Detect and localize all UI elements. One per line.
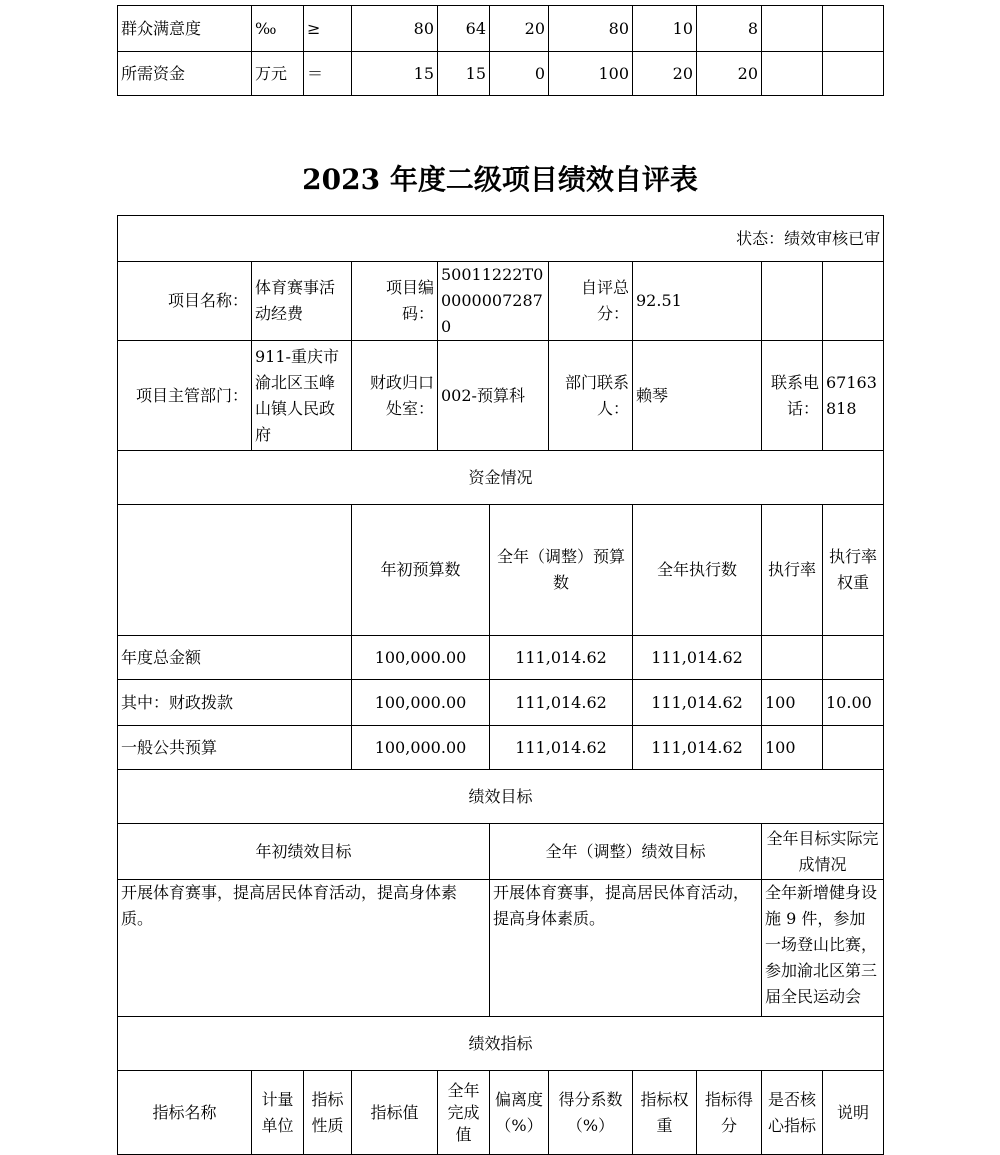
funds-initial: 100,000.00	[352, 680, 490, 726]
indicator-header-unit: 计量单位	[252, 1071, 304, 1155]
finance-office-value: 002-预算科	[438, 341, 549, 451]
funds-executed: 111,014.62	[633, 726, 762, 770]
indicator-header-weight: 指标权重	[633, 1071, 697, 1155]
funds-weight	[823, 726, 884, 770]
self-score-value: 92.51	[633, 262, 762, 341]
indicators-section-header	[118, 1017, 884, 1071]
indicator-header-score: 指标得分	[697, 1071, 762, 1155]
indicator-header-note: 说明	[823, 1071, 884, 1155]
funds-executed: 111,014.62	[633, 680, 762, 726]
funds-rate: 100	[762, 680, 823, 726]
indicators-header-row	[118, 1071, 884, 1155]
funds-header-rate: 执行率	[762, 505, 823, 636]
indicator-deviation: 20	[490, 6, 549, 52]
indicators-section-title: 绩效指标	[118, 1017, 884, 1071]
phone-value: 67163818	[823, 341, 884, 451]
indicator-name: 所需资金	[118, 52, 252, 96]
evaluation-table	[117, 215, 884, 1155]
indicator-core	[762, 6, 823, 52]
project-info-row	[118, 262, 884, 341]
indicator-note	[823, 52, 884, 96]
funds-adjusted: 111,014.62	[490, 680, 633, 726]
project-name-label: 项目名称：	[118, 262, 252, 341]
goals-header-actual: 全年目标实际完成情况	[762, 824, 884, 880]
table-row	[118, 726, 884, 770]
indicator-name: 群众满意度	[118, 6, 252, 52]
goals-initial-text: 开展体育赛事，提高居民体育活动，提高身体素质。	[118, 880, 490, 1017]
indicator-score: 8	[697, 6, 762, 52]
indicator-deviation: 0	[490, 52, 549, 96]
funds-header-weight: 执行率权重	[823, 505, 884, 636]
page-title: 2023 年度二级项目绩效自评表	[302, 163, 698, 196]
self-score-label: 自评总分：	[549, 262, 633, 341]
funds-header-executed: 全年执行数	[633, 505, 762, 636]
indicator-operator: ≥	[304, 6, 352, 52]
project-code-label: 项目编码：	[352, 262, 438, 341]
indicator-header-actual: 全年完成值	[438, 1071, 490, 1155]
department-info-row	[118, 341, 884, 451]
funds-row-label: 其中：财政拨款	[118, 680, 352, 726]
status-text: 状态：绩效审核已审	[118, 216, 884, 262]
funds-section-header	[118, 451, 884, 505]
indicator-note	[823, 6, 884, 52]
table-row	[118, 680, 884, 726]
indicator-actual: 15	[438, 52, 490, 96]
goals-header-adjusted: 全年（调整）绩效目标	[490, 824, 762, 880]
indicator-coefficient: 80	[549, 6, 633, 52]
indicator-actual: 64	[438, 6, 490, 52]
department-label: 项目主管部门：	[118, 341, 252, 451]
indicator-header-value: 指标值	[352, 1071, 438, 1155]
table-row	[118, 6, 884, 52]
phone-label: 联系电话：	[762, 341, 823, 451]
indicator-header-core: 是否核心指标	[762, 1071, 823, 1155]
funds-adjusted: 111,014.62	[490, 726, 633, 770]
funds-rate	[762, 636, 823, 680]
indicator-value: 80	[352, 6, 438, 52]
department-value: 911-重庆市渝北区玉峰山镇人民政府	[252, 341, 352, 451]
top-indicator-table	[117, 5, 884, 96]
indicator-header-coefficient: 得分系数（%）	[549, 1071, 633, 1155]
funds-initial: 100,000.00	[352, 726, 490, 770]
indicator-weight: 10	[633, 6, 697, 52]
indicator-operator: ＝	[304, 52, 352, 96]
table-row	[118, 636, 884, 680]
funds-adjusted: 111,014.62	[490, 636, 633, 680]
status-row	[118, 216, 884, 262]
funds-section-title: 资金情况	[118, 451, 884, 505]
funds-executed: 111,014.62	[633, 636, 762, 680]
project-code-value: 50011222T000000072870	[438, 262, 549, 341]
indicator-coefficient: 100	[549, 52, 633, 96]
funds-header-row	[118, 505, 884, 636]
indicator-header-name: 指标名称	[118, 1071, 252, 1155]
funds-weight	[823, 636, 884, 680]
indicator-value: 15	[352, 52, 438, 96]
funds-initial: 100,000.00	[352, 636, 490, 680]
finance-office-label: 财政归口处室：	[352, 341, 438, 451]
funds-header-initial: 年初预算数	[352, 505, 490, 636]
funds-row-label: 一般公共预算	[118, 726, 352, 770]
indicator-core	[762, 52, 823, 96]
goals-section-header	[118, 770, 884, 824]
indicator-unit: 万元	[252, 52, 304, 96]
funds-rate: 100	[762, 726, 823, 770]
indicator-header-deviation: 偏离度（%）	[490, 1071, 549, 1155]
indicator-header-nature: 指标性质	[304, 1071, 352, 1155]
goals-actual-text: 全年新增健身设施 9 件，参加一场登山比赛，参加渝北区第三届全民运动会	[762, 880, 884, 1017]
funds-header-adjusted: 全年（调整）预算数	[490, 505, 633, 636]
project-name-value: 体育赛事活动经费	[252, 262, 352, 341]
funds-row-label: 年度总金额	[118, 636, 352, 680]
contact-person-value: 赖琴	[633, 341, 762, 451]
indicator-unit: ‰	[252, 6, 304, 52]
indicator-score: 20	[697, 52, 762, 96]
contact-person-label: 部门联系人：	[549, 341, 633, 451]
goals-content-row	[118, 880, 884, 1017]
goals-adjusted-text: 开展体育赛事，提高居民体育活动，提高身体素质。	[490, 880, 762, 1017]
goals-section-title: 绩效目标	[118, 770, 884, 824]
indicator-weight: 20	[633, 52, 697, 96]
funds-weight: 10.00	[823, 680, 884, 726]
goals-header-initial: 年初绩效目标	[118, 824, 490, 880]
goals-header-row	[118, 824, 884, 880]
table-row	[118, 52, 884, 96]
